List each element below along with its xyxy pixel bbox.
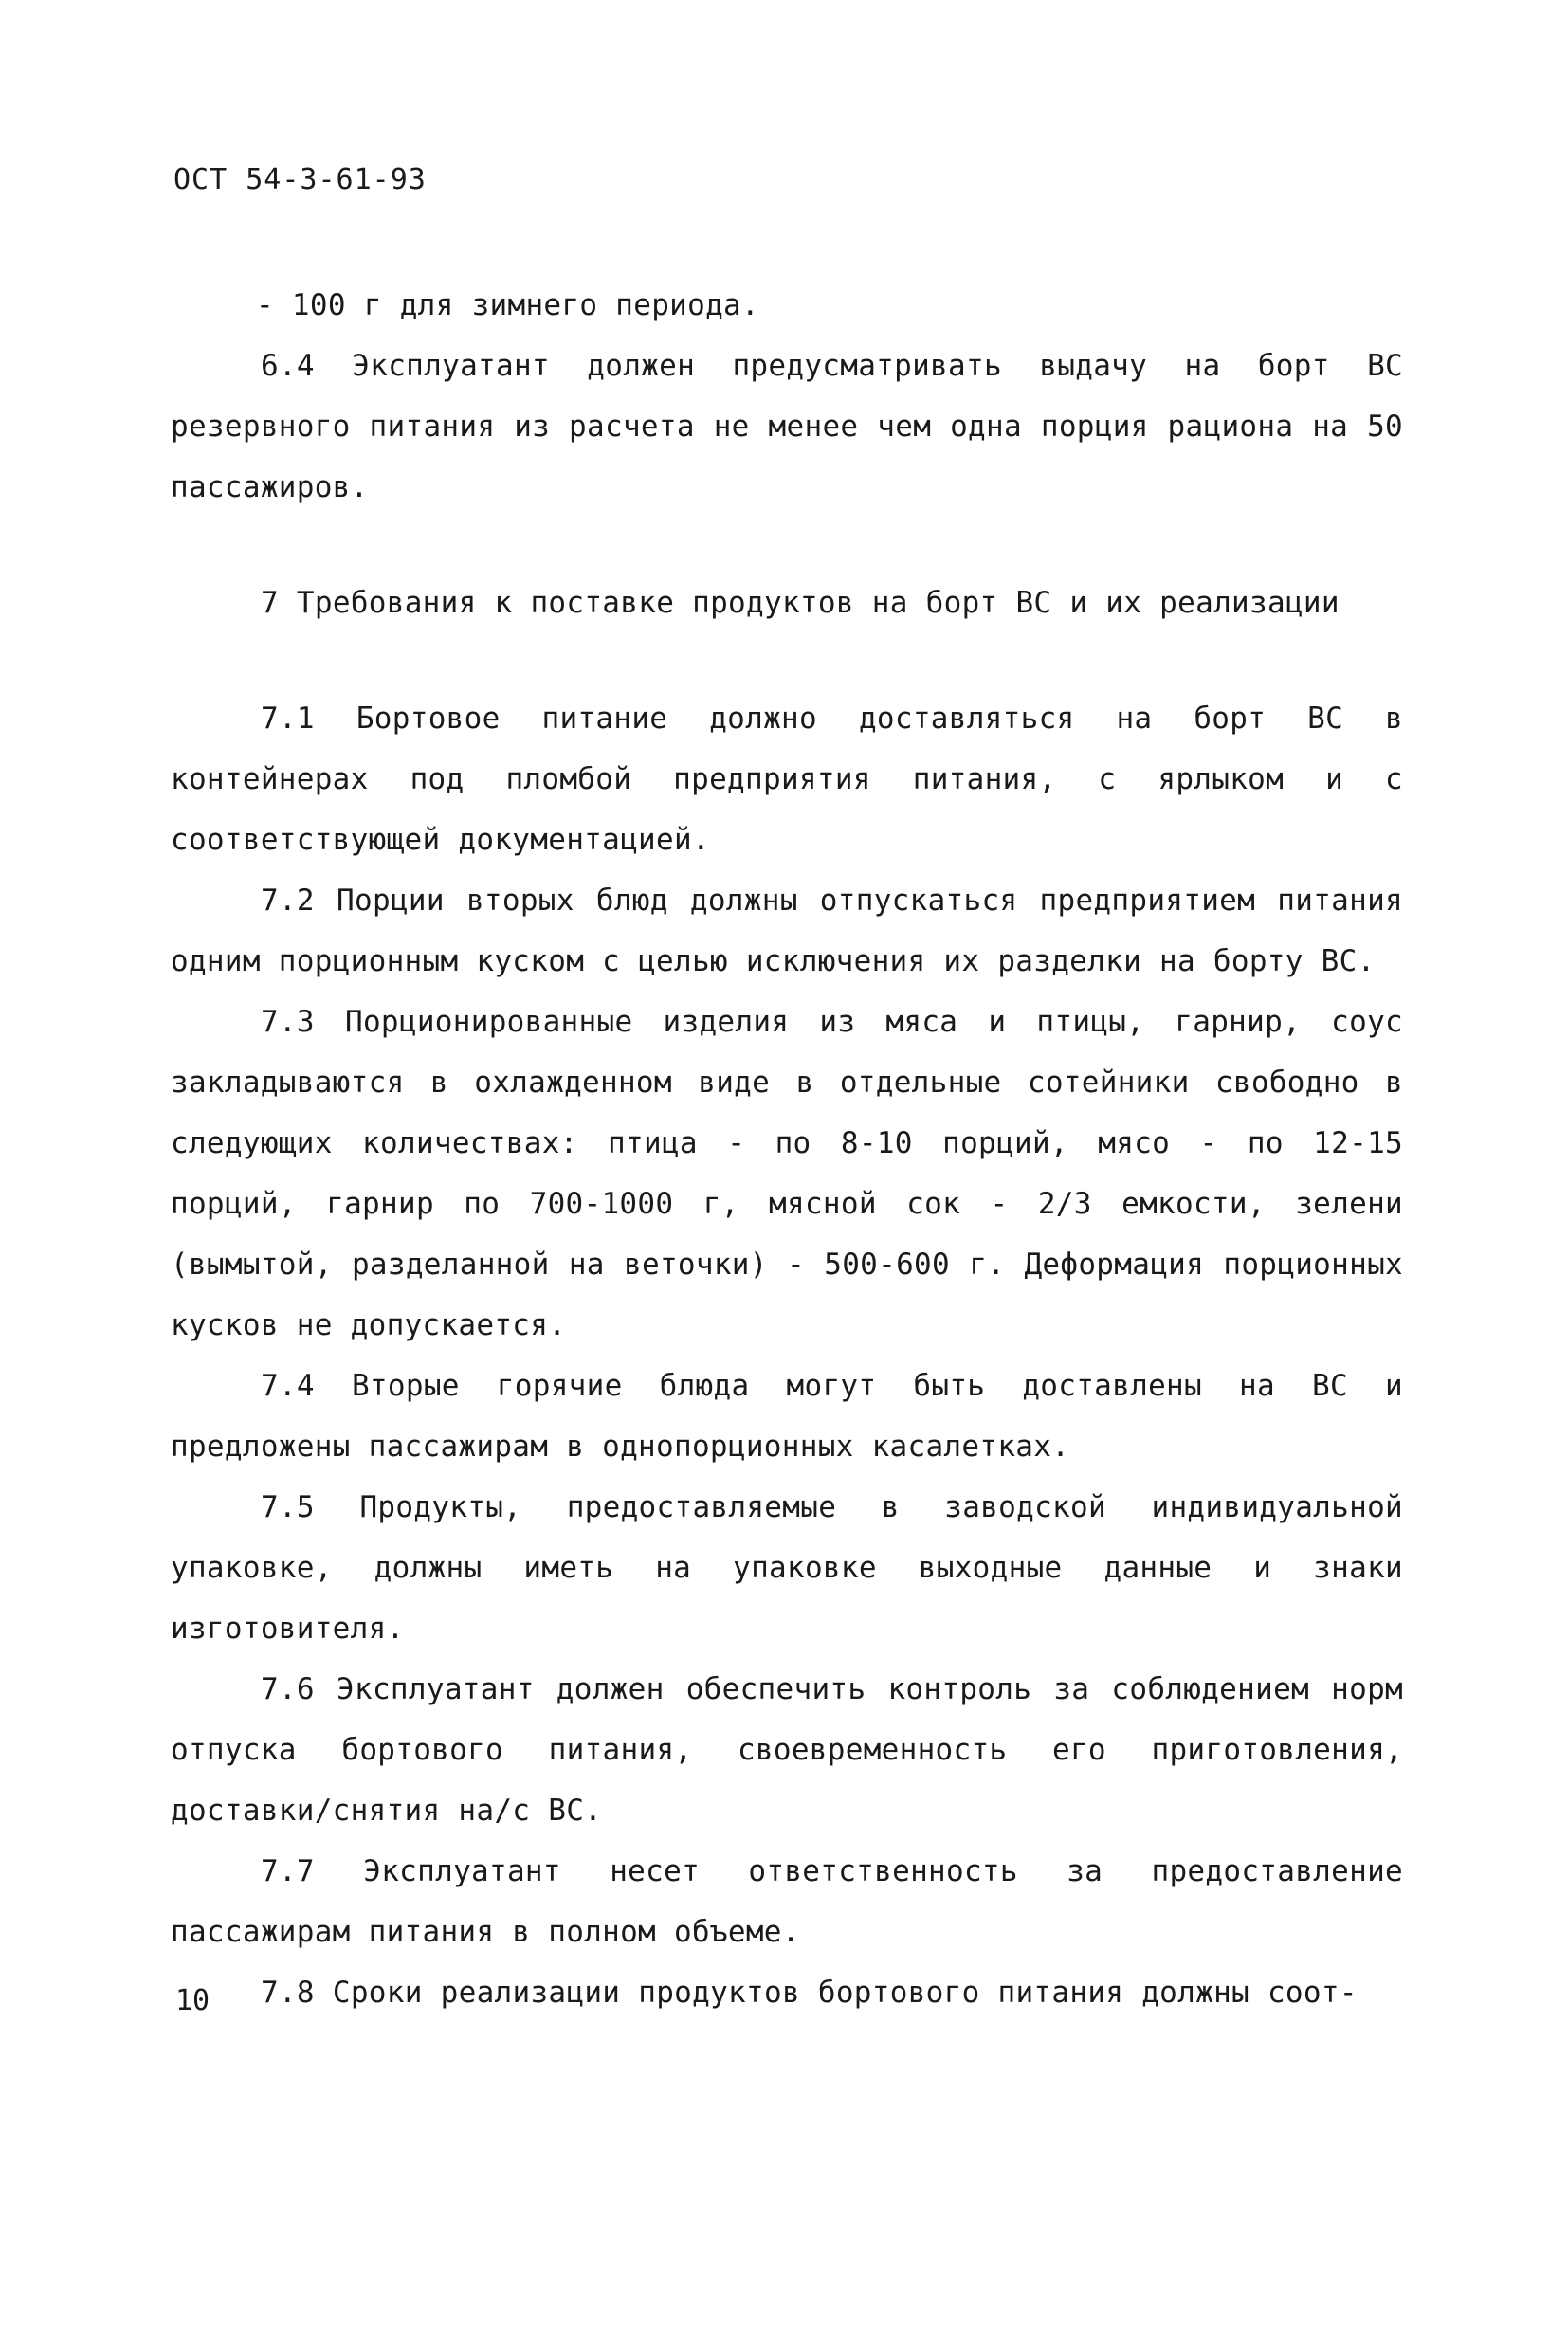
paragraph-7-1: 7.1 Бортовое питание должно доставляться на борт ВС в контейнерах под пломбой предприятия питания, с ярлыком и с соответствующей документацией. [171,702,1403,857]
paragraph-7-4: 7.4 Вторые горячие блюда могут быть доставлены на ВС и предложены пассажирам в однопорционных касалетках. [171,1369,1403,1464]
paragraph-6-4: 6.4 Эксплуатант должен предусматривать выдачу на борт ВС резервного питания из расчета не менее чем одна порция рациона на 50 пассажиров. [171,349,1403,504]
document-code: ОСТ 54-3-61-93 [173,163,427,196]
paragraph-7-3: 7.3 Порционированные изделия из мяса и птицы, гарнир, соус закладываются в охлажденном виде в отдельные сотейники свободно в следующих количествах: птица - по 8-10 порций, мясо - по 12-15 порций, гарнир по 700-1000 г, мясной сок - 2/3 емкости, зелени (вымытой, разделанной на веточки) - 500-600 г. Деформация порционных кусков не допускается. [171,1005,1403,1342]
section-title: 7 Требования к поставке продуктов на борт ВС и их реализации [261,586,1340,620]
paragraph-7-5: 7.5 Продукты, предоставляемые в заводской индивидуальной упаковке, должны иметь на упаковке выходные данные и знаки изготовителя. [171,1490,1403,1646]
paragraph-7-6: 7.6 Эксплуатант должен обеспечить контроль за соблюдением норм отпуска бортового питания, своевременность его приготовления, доставки/снятия на/с ВС. [171,1672,1403,1828]
page-body [171,275,1403,2023]
paragraph-7-8: 7.8 Сроки реализации продуктов бортового питания должны соот- [261,1976,1358,2010]
page-number: 10 [175,1984,210,2017]
paragraph-7-7: 7.7 Эксплуатант несет ответственность за предоставление пассажирам питания в полном объеме. [171,1854,1403,1949]
paragraph-winter-period: - 100 г для зимнего периода. [256,288,759,322]
paragraph-7-2: 7.2 Порции вторых блюд должны отпускаться предприятием питания одним порционным куском с целью исключения их разделки на борту ВС. [171,884,1403,978]
